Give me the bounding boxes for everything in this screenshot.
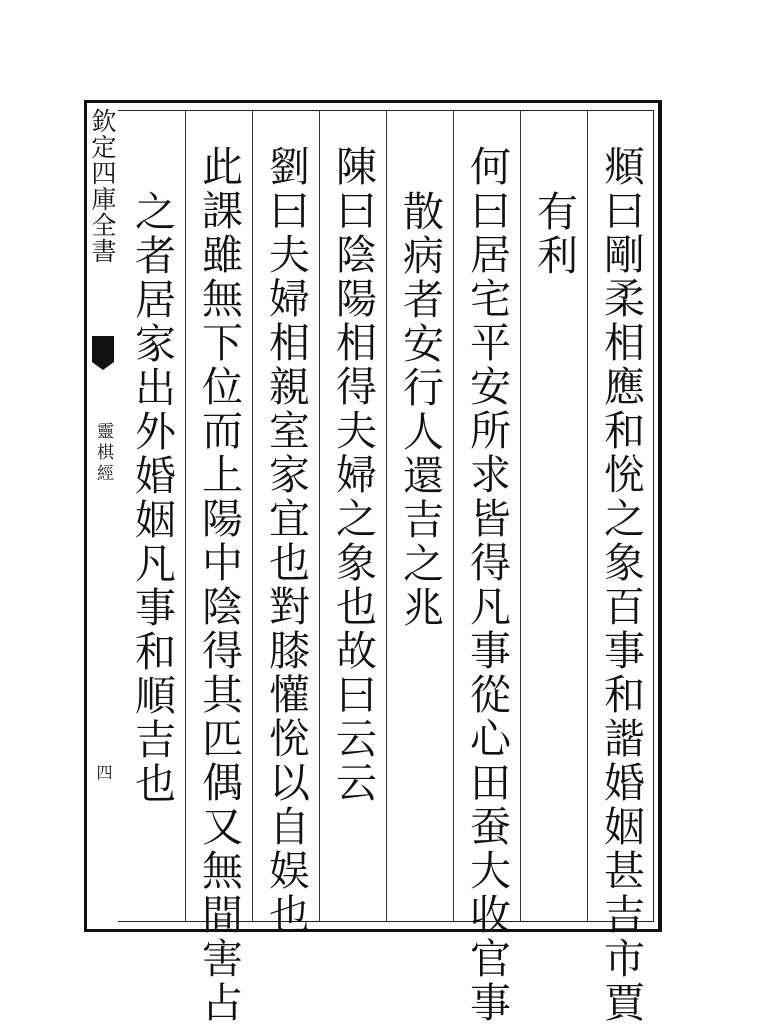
- text-column-8: 之者居家出外婚姻凡事和順吉也: [128, 190, 176, 806]
- fishtail-mark: [92, 336, 114, 362]
- text-column-7: 此課雖無下位而上陽中陰得其匹偶又無間害占: [195, 145, 243, 1025]
- text-column-2: 有利: [530, 190, 578, 278]
- column-divider: [386, 110, 387, 922]
- column-divider: [453, 110, 454, 922]
- collection-title: 欽定四庫全書: [88, 108, 117, 264]
- text-column-5: 陳曰陰陽相得夫婦之象也故曰云云: [329, 145, 377, 805]
- column-divider: [319, 110, 320, 922]
- column-divider: [520, 110, 521, 922]
- text-column-3: 何曰居宅平安所求皆得凡事從心田蚕大收官事: [463, 145, 511, 1025]
- column-divider: [587, 110, 588, 922]
- column-divider: [252, 110, 253, 922]
- text-column-4: 散病者安行人還吉之兆: [396, 190, 444, 630]
- book-title: 靈棋經: [93, 422, 113, 485]
- page-number: 四: [94, 764, 113, 780]
- text-column-1: 頫曰剛柔相應和恱之象百事和諧婚姻甚吉市賈: [597, 145, 645, 1025]
- text-column-6: 劉曰夫婦相親室家宜也對膝懽恱以自娱也: [262, 145, 310, 937]
- column-divider: [185, 110, 186, 922]
